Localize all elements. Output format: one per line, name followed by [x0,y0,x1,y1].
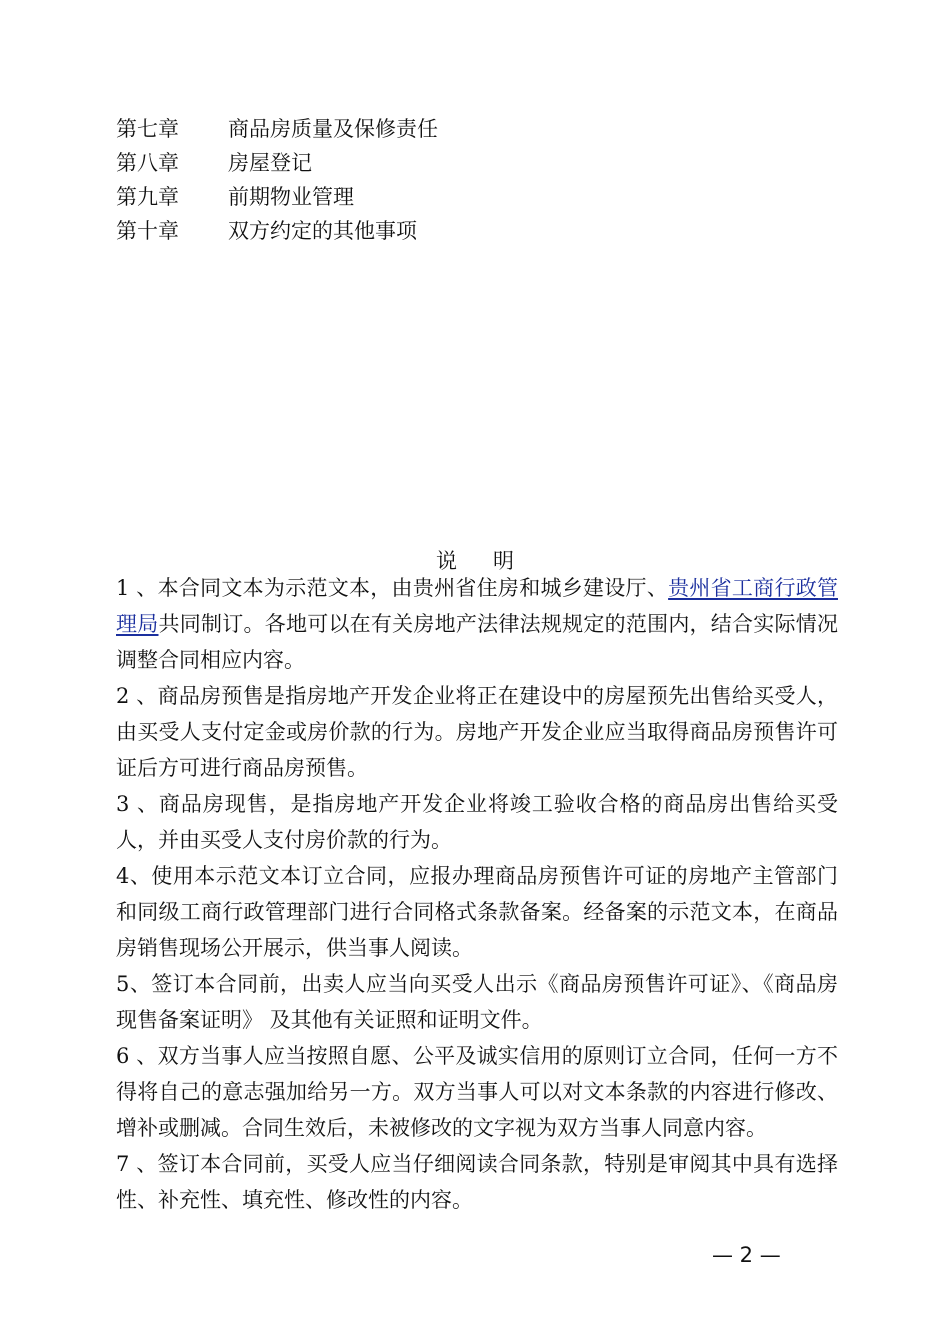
note-text: 1 、本合同文本为示范文本，由贵州省住房和城乡建设厅、 [116,576,669,600]
note-paragraph-1 [116,570,838,678]
note-paragraph-5: 5、签订本合同前，出卖人应当向买受人出示《商品房预售许可证》、《商品房现售备案证明》 及其他有关证照和证明文件。 [116,972,838,1032]
toc-chapter-title: 前期物业管理 [228,185,354,209]
note-paragraph-2: 2 、商品房预售是指房地产开发企业将正在建设中的房屋预先出售给买受人，由买受人支付定金或房价款的行为。房地产开发企业应当取得商品房预售许可证后方可进行商品房预售。 [116,684,838,780]
note-text: 共同制订。各地可以在有关房地产法律法规规定的范围内，结合实际情况调整合同相应内容。 [116,612,839,672]
table-of-contents [116,112,816,248]
toc-chapter-title: 房屋登记 [228,151,312,175]
toc-chapter-title: 商品房质量及保修责任 [228,117,438,141]
notes-heading: 说明 [436,549,550,573]
toc-chapter-title: 双方约定的其他事项 [228,219,417,243]
toc-chapter-number: 第七章 [116,117,179,141]
note-paragraph-6: 6 、双方当事人应当按照自愿、公平及诚实信用的原则订立合同，任何一方不得将自己的意志强加给另一方。双方当事人可以对文本条款的内容进行修改、增补或删减。合同生效后，未被修改的文字视为双方当事人同意内容。 [116,1044,838,1140]
note-paragraph-4: 4、使用本示范文本订立合同，应报办理商品房预售许可证的房地产主管部门和同级工商行政管理部门进行合同格式条款备案。经备案的示范文本，在商品房销售现场公开展示，供当事人阅读。 [116,864,838,960]
toc-row-ch10 [116,214,816,248]
toc-row-ch8 [116,146,816,180]
toc-row-ch7 [116,112,816,146]
toc-row-ch9 [116,180,816,214]
page-number: — 2 — [712,1243,781,1267]
toc-chapter-number: 第八章 [116,151,179,175]
notes-section [116,570,838,1218]
toc-chapter-number: 第十章 [116,219,179,243]
note-paragraph-7: 7 、签订本合同前，买受人应当仔细阅读合同条款，特别是审阅其中具有选择性、补充性、填充性、修改性的内容。 [116,1152,838,1212]
note-paragraph-3: 3 、商品房现售，是指房地产开发企业将竣工验收合格的商品房出售给买受人，并由买受人支付房价款的行为。 [116,792,838,852]
authority-link[interactable]: 贵州省工商行政管理局 [116,576,838,636]
toc-chapter-number: 第九章 [116,185,179,209]
